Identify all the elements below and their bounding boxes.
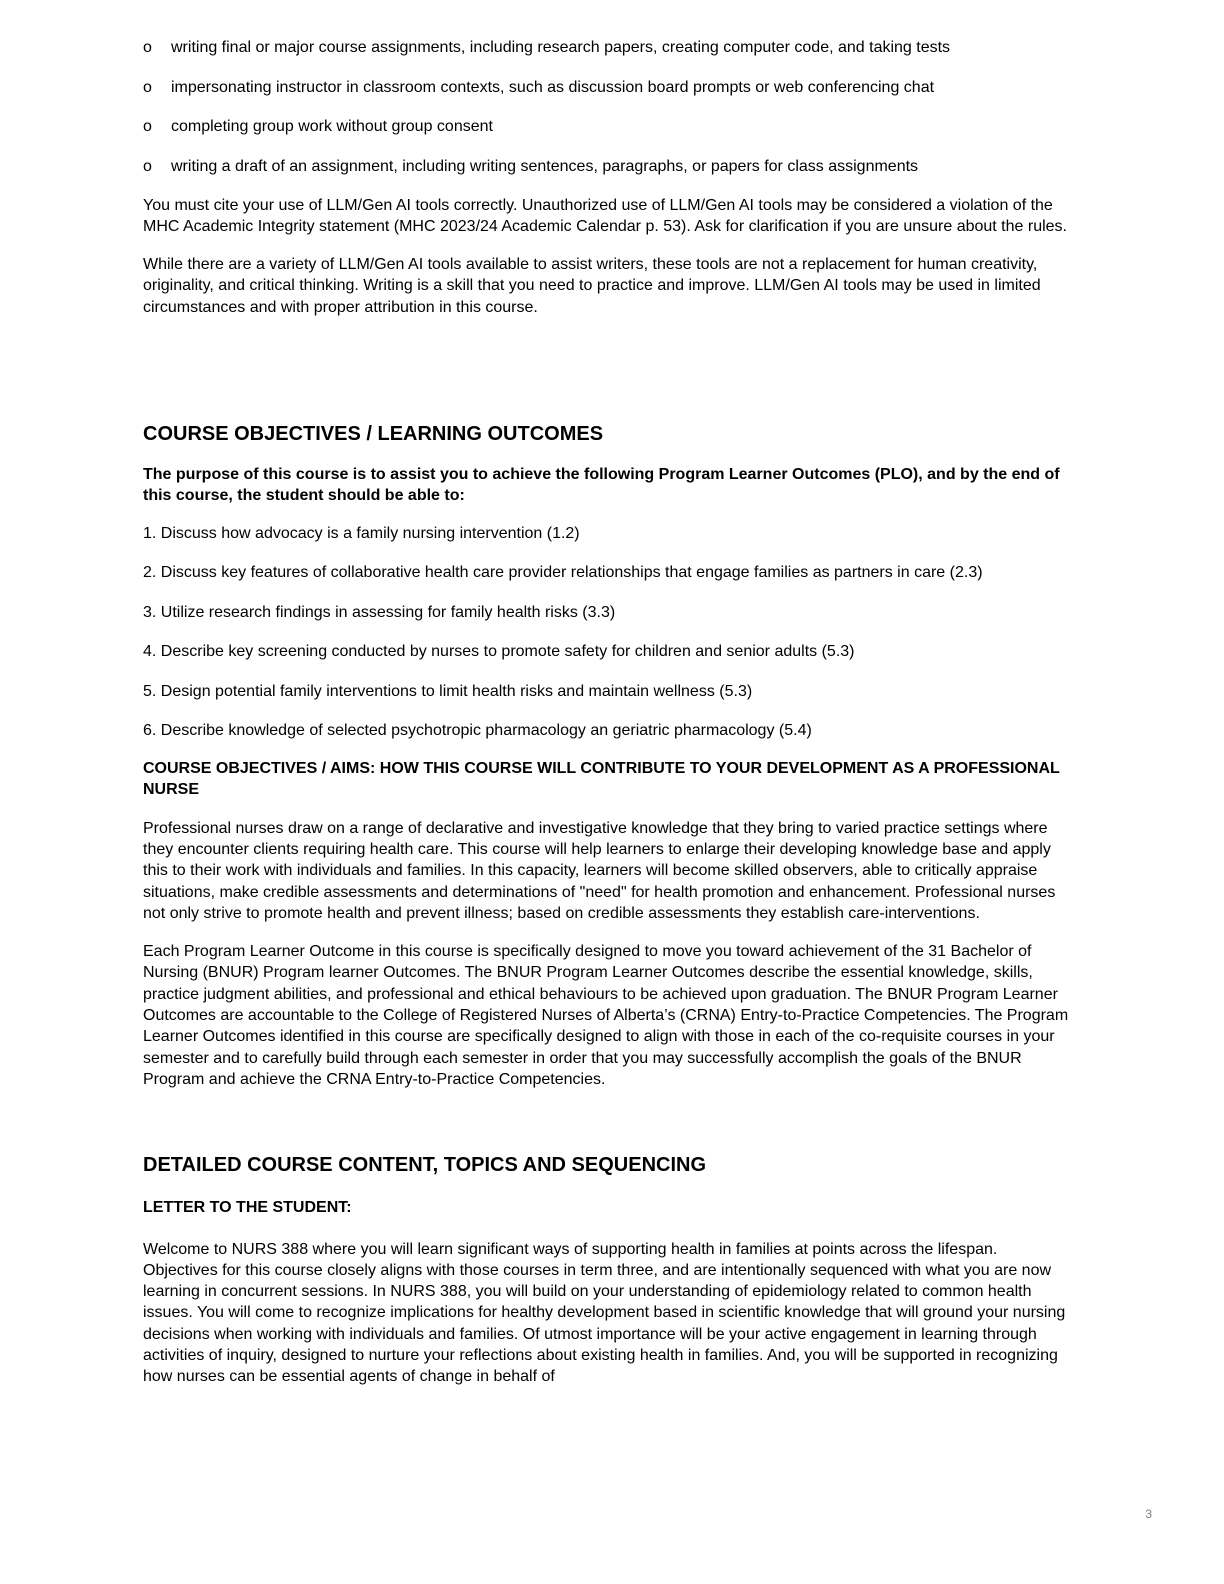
objective-item: 3. Utilize research findings in assessing for family health risks (3.3) — [143, 603, 616, 621]
list-item — [143, 157, 1073, 177]
list-item — [143, 38, 1073, 58]
objective-item: 2. Discuss key features of collaborative health care provider relationships that engage families as partners in care (2.3) — [143, 564, 983, 582]
bullet-mark: o — [143, 118, 152, 135]
bullet-mark: o — [143, 39, 152, 56]
objective-item: 6. Describe knowledge of selected psychotropic pharmacology an geriatric pharmacology (5.4) — [143, 722, 812, 740]
bullet-mark: o — [143, 78, 152, 96]
plo-paragraph: Each Program Learner Outcome in this course is specifically designed to move you toward achievement of the 31 Bachelor of Nursing (BNUR) Program learner Outcomes. The BNUR Program Learner Outcomes describe the essential knowledge, skills, practice judgment abilities, and professional and ethical behaviours to be achieved upon graduation. The BNUR Program Learner Outcomes are accountable to the College of Registered Nurses of Alberta’s (CRNA) Entry-to-Practice Competencies. The Program Learner Outcomes identified in this course are specifically designed to align with those in each of the co-requisite courses in your semester and to carefully build through each semester in order that you may successfully accomplish the goals of the BNUR Program and achieve the CRNA Entry-to-Practice Competencies. — [143, 943, 1069, 1088]
list-item — [143, 78, 1073, 98]
ai-tools-paragraph: While there are a variety of LLM/Gen AI tools available to assist writers, these tools are not a replacement for human creativity, originality, and critical thinking. Writing is a skill that you need to practice and improve. LLM/Gen AI tools may be used in limited circumstances and with proper attribution in this course. — [143, 256, 1041, 316]
ai-citation-paragraph: You must cite your use of LLM/Gen AI tools correctly. Unauthorized use of LLM/Gen AI tools may be considered a violation of the MHC Academic Integrity statement (MHC 2023/24 Academic Calendar p. 53). Ask for clarification if you are unsure about the rules. — [143, 196, 1067, 235]
bullet-text: writing a draft of an assignment, including writing sentences, paragraphs, or papers for class assignments — [171, 157, 919, 175]
bullet-text: completing group work without group consent — [171, 118, 493, 135]
objectives-intro: The purpose of this course is to assist you to achieve the following Program Learner Outcomes (PLO), and by the end of this course, the student should be able to: — [143, 465, 1060, 505]
objective-item: 4. Describe key screening conducted by nurses to promote safety for children and senior adults (5.3) — [143, 643, 855, 661]
aims-paragraph: Professional nurses draw on a range of declarative and investigative knowledge that they bring to varied practice settings where they encounter clients requiring health care. This course will help learners to enlarge their developing knowledge base and apply this to their work with individuals and families. In this capacity, learners will become skilled observers, able to critically appraise situations, make credible assessments and determinations of "need" for health promotion and enhancement. Professional nurses not only strive to promote health and prevent illness; based on credible assessments they establish care-interventions. — [143, 819, 1056, 922]
objective-item: 5. Design potential family interventions to limit health risks and maintain wellness (5.3) — [143, 682, 753, 700]
bullet-text: impersonating instructor in classroom contexts, such as discussion board prompts or web conferencing chat — [171, 78, 935, 96]
letter-paragraph: Welcome to NURS 388 where you will learn significant ways of supporting health in families at points across the lifespan. Objectives for this course closely aligns with those courses in term three, and are intentionally sequenced with what you are now learning in concurrent sessions. In NURS 388, you will build on your understanding of epidemiology related to common health issues. You will come to recognize implications for healthy development based in scientific knowledge that will ground your nursing decisions when working with individuals and families. Of utmost importance will be your active engagement in learning through activities of inquiry, designed to nurture your reflections about existing health in families. And, you will be supported in recognizing how nurses can be essential agents of change in behalf of — [143, 1240, 1066, 1386]
content-heading: DETAILED COURSE CONTENT, TOPICS AND SEQUENCING — [143, 1154, 707, 1177]
aims-heading: COURSE OBJECTIVES / AIMS: HOW THIS COURSE WILL CONTRIBUTE TO YOUR DEVELOPMENT AS A PROFESSIONAL NURSE — [143, 760, 1060, 799]
objectives-heading: COURSE OBJECTIVES / LEARNING OUTCOMES — [143, 422, 604, 445]
objective-item: 1. Discuss how advocacy is a family nursing intervention (1.2) — [143, 524, 580, 542]
page-content — [143, 38, 1073, 1405]
letter-heading: LETTER TO THE STUDENT: — [143, 1199, 352, 1217]
bullet-text: writing final or major course assignments, including research papers, creating computer code, and taking tests — [171, 39, 951, 56]
bullet-mark: o — [143, 157, 152, 175]
list-item — [143, 117, 1073, 137]
page-number: 3 — [1145, 1507, 1152, 1521]
